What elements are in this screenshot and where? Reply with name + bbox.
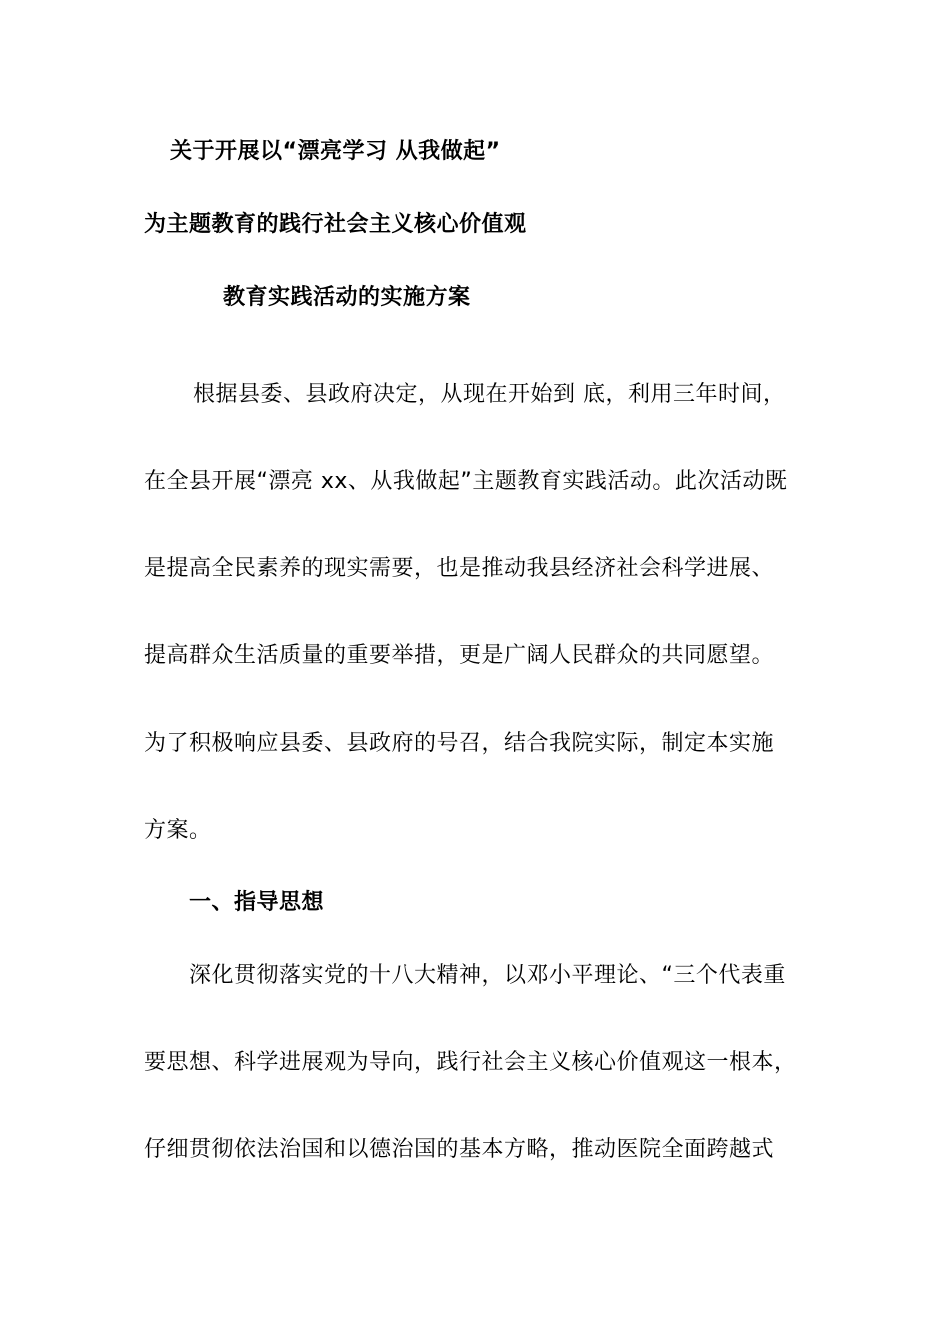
section-line-3: 仔细贯彻依法治国和以德治国的基本方略，推动医院全面跨越式 [144, 1137, 775, 1162]
intro-line-3: 是提高全民素养的现实需要，也是推动我县经济社会科学进展、 [144, 556, 775, 581]
title-line-2: 为主题教育的践行社会主义核心价值观 [144, 212, 527, 237]
section-heading: 一、指导思想 [189, 890, 325, 915]
section-line-1: 深化贯彻落实党的十八大精神，以邓小平理论、“三个代表重 [189, 963, 786, 988]
intro-line-6: 方案。 [144, 818, 212, 843]
intro-line-4: 提高群众生活质量的重要举措，更是广阔人民群众的共同愿望。 [144, 643, 775, 668]
intro-line-5: 为了积极响应县委、县政府的号召，结合我院实际，制定本实施 [144, 731, 775, 756]
title-line-1: 关于开展以“漂亮学习 从我做起” [170, 139, 501, 164]
intro-line-1: 根据县委、县政府决定，从现在开始到 底，利用三年时间， [193, 382, 786, 407]
title-line-3: 教育实践活动的实施方案 [223, 285, 471, 310]
section-line-2: 要思想、科学进展观为导向，践行社会主义核心价值观这一根本， [144, 1050, 797, 1075]
intro-line-2: 在全县开展“漂亮 xx、从我做起”主题教育实践活动。此次活动既 [144, 469, 788, 494]
